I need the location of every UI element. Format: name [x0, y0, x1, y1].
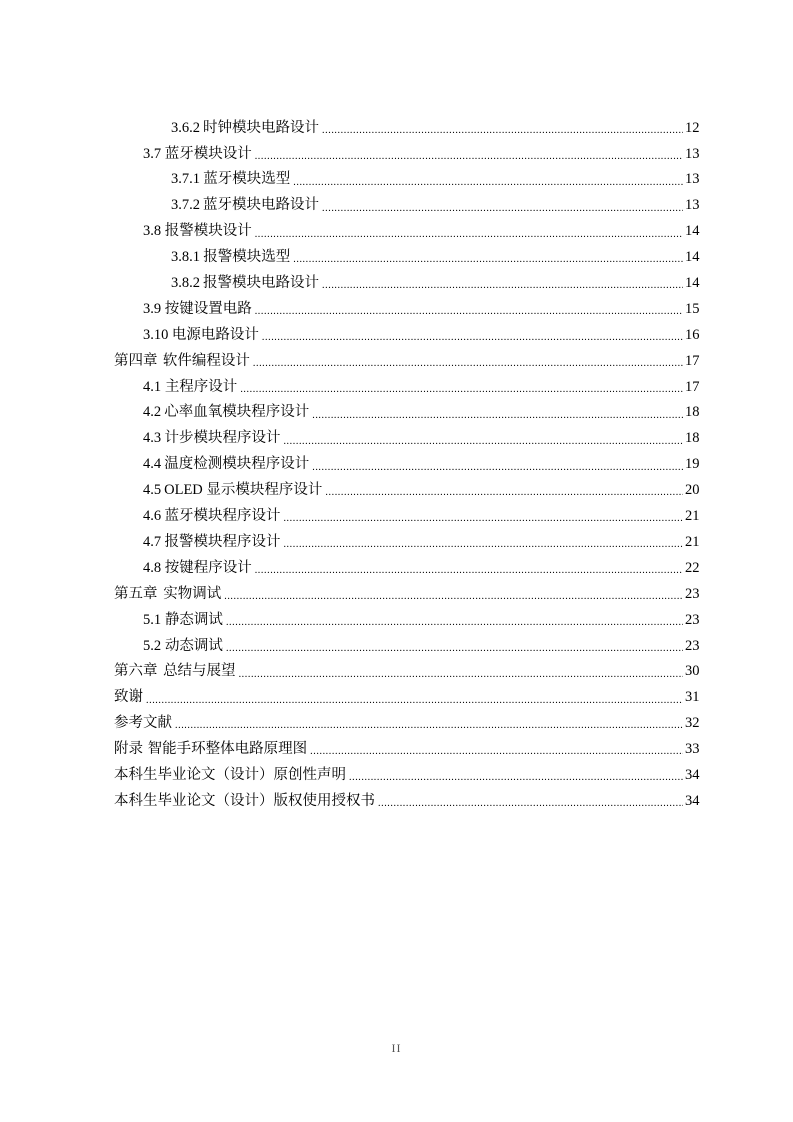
toc-entry-page: 23 — [685, 585, 700, 602]
toc-entry-title: 参考文献 — [114, 715, 172, 732]
toc-entry-number: 3.10 — [143, 326, 169, 343]
toc-entry[interactable] — [0, 296, 793, 322]
toc-entry-number: 3.9 — [143, 300, 162, 317]
toc-entry[interactable] — [0, 555, 793, 581]
toc-entry[interactable] — [0, 685, 793, 711]
toc-entry[interactable] — [0, 607, 793, 633]
toc-entry-page: 23 — [685, 611, 700, 628]
toc-entry-title: 计步模块程序设计 — [164, 430, 281, 447]
toc-dot-leader — [255, 303, 683, 317]
toc-entry-page: 12 — [685, 119, 700, 136]
toc-entry[interactable] — [0, 270, 793, 296]
toc-dot-leader — [310, 743, 683, 757]
toc-entry-title: 蓝牙模块选型 — [203, 171, 291, 188]
toc-entry-number: 3.7.1 — [171, 171, 200, 188]
toc-entry-page: 22 — [685, 559, 700, 576]
toc-entry-title: 蓝牙模块程序设计 — [164, 508, 281, 525]
toc-entry-page: 20 — [685, 482, 700, 499]
toc-entry-number: 4.7 — [143, 533, 162, 550]
toc-dot-leader — [322, 277, 683, 291]
toc-entry-number: 第五章 — [114, 585, 158, 602]
toc-entry[interactable] — [0, 503, 793, 529]
toc-dot-leader — [255, 148, 683, 162]
toc-entry-number: 4.4 — [143, 456, 162, 473]
toc-dot-leader — [239, 666, 683, 680]
toc-entry-number: 第四章 — [114, 352, 158, 369]
toc-entry-title: 报警模块设计 — [164, 223, 252, 240]
toc-dot-leader — [283, 536, 683, 550]
toc-entry[interactable] — [0, 219, 793, 245]
toc-entry-title: 报警模块电路设计 — [203, 275, 320, 292]
toc-entry-page: 30 — [685, 663, 700, 680]
toc-dot-leader — [253, 355, 683, 369]
toc-dot-leader — [293, 174, 683, 188]
toc-entry-page: 13 — [685, 145, 700, 162]
toc-entry[interactable] — [0, 167, 793, 193]
toc-entry-page: 13 — [685, 171, 700, 188]
toc-entry-title: 按键设置电路 — [164, 300, 252, 317]
toc-entry-number: 3.7 — [143, 145, 162, 162]
toc-dot-leader — [325, 484, 683, 498]
toc-entry-number: 第六章 — [114, 663, 158, 680]
toc-entry-number: 附录 — [114, 741, 143, 758]
toc-dot-leader — [322, 122, 683, 136]
toc-entry-number: 3.7.2 — [171, 197, 200, 214]
toc-dot-leader — [224, 588, 683, 602]
toc-entry[interactable] — [0, 633, 793, 659]
toc-entry-number: 4.3 — [143, 430, 162, 447]
toc-dot-leader — [293, 251, 683, 265]
toc-dot-leader — [240, 381, 683, 395]
page-number: II — [391, 1041, 402, 1055]
toc-dot-leader — [312, 459, 683, 473]
toc-dot-leader — [255, 562, 683, 576]
toc-entry-title: 静态调试 — [164, 611, 223, 628]
toc-entry[interactable] — [0, 659, 793, 685]
toc-dot-leader — [378, 795, 683, 809]
toc-entry-number: 5.2 — [143, 637, 162, 654]
toc-entry[interactable] — [0, 762, 793, 788]
toc-entry[interactable] — [0, 141, 793, 167]
toc-dot-leader — [175, 717, 683, 731]
toc-entry-page: 21 — [685, 508, 700, 525]
toc-entry-title: 软件编程设计 — [162, 352, 250, 369]
toc-entry[interactable] — [0, 374, 793, 400]
toc-dot-leader — [226, 640, 683, 654]
toc-entry-page: 14 — [685, 275, 700, 292]
toc-entry-title: 实物调试 — [163, 585, 222, 602]
toc-entry[interactable] — [0, 426, 793, 452]
toc-entry[interactable] — [0, 244, 793, 270]
toc-dot-leader — [146, 692, 683, 706]
toc-dot-leader — [226, 614, 683, 628]
toc-entry[interactable] — [0, 322, 793, 348]
toc-entry-number: 4.1 — [143, 378, 162, 395]
toc-entry-title: 动态调试 — [164, 637, 223, 654]
toc-entry-number: 3.6.2 — [171, 119, 200, 136]
toc-entry-title: 总结与展望 — [163, 663, 236, 680]
toc-entry-title: 温度检测模块程序设计 — [164, 456, 310, 473]
toc-entry-title: 蓝牙模块电路设计 — [203, 197, 320, 214]
toc-entry-title: 心率血氧模块程序设计 — [164, 404, 310, 421]
toc-entry-page: 21 — [685, 533, 700, 550]
toc-entry-title: 智能手环整体电路原理图 — [147, 741, 308, 758]
toc-entry[interactable] — [0, 400, 793, 426]
toc-entry[interactable] — [0, 788, 793, 814]
toc-entry-title: OLED 显示模块程序设计 — [164, 482, 323, 499]
toc-entry[interactable] — [0, 736, 793, 762]
toc-entry-page: 23 — [685, 637, 700, 654]
toc-entry-number: 5.1 — [143, 611, 162, 628]
toc-entry-page: 19 — [685, 456, 700, 473]
toc-entry-page: 14 — [685, 223, 700, 240]
toc-entry-title: 本科生毕业论文（设计）原创性声明 — [114, 766, 346, 783]
toc-entry-page: 34 — [685, 792, 700, 809]
toc-entry-page: 18 — [685, 404, 700, 421]
table-of-contents — [0, 115, 793, 814]
toc-entry-page: 33 — [685, 741, 700, 758]
toc-entry-page: 13 — [685, 197, 700, 214]
toc-entry-page: 15 — [685, 300, 700, 317]
toc-dot-leader — [262, 329, 683, 343]
toc-entry-number: 3.8 — [143, 223, 162, 240]
toc-entry-number: 4.8 — [143, 559, 162, 576]
toc-entry-page: 17 — [685, 352, 700, 369]
toc-entry-page: 31 — [685, 689, 700, 706]
toc-entry[interactable] — [0, 529, 793, 555]
toc-entry-page: 18 — [685, 430, 700, 447]
toc-entry-page: 14 — [685, 249, 700, 266]
toc-entry-title: 时钟模块电路设计 — [203, 119, 320, 136]
toc-entry-page: 34 — [685, 766, 700, 783]
toc-dot-leader — [255, 226, 683, 240]
toc-entry[interactable] — [0, 115, 793, 141]
toc-entry-title: 电源电路设计 — [171, 326, 259, 343]
toc-entry-title: 报警模块程序设计 — [164, 533, 281, 550]
toc-dot-leader — [283, 510, 683, 524]
toc-entry-page: 32 — [685, 715, 700, 732]
toc-entry-number: 3.8.2 — [171, 275, 200, 292]
toc-entry-number: 4.2 — [143, 404, 162, 421]
toc-entry-page: 16 — [685, 326, 700, 343]
toc-dot-leader — [283, 433, 683, 447]
toc-entry-title: 主程序设计 — [164, 378, 238, 395]
toc-entry-title: 致谢 — [114, 689, 143, 706]
toc-entry[interactable] — [0, 348, 793, 374]
toc-entry-title: 蓝牙模块设计 — [164, 145, 252, 162]
toc-entry[interactable] — [0, 477, 793, 503]
toc-entry-title: 报警模块选型 — [203, 249, 291, 266]
toc-entry-title: 本科生毕业论文（设计）版权使用授权书 — [114, 792, 375, 809]
toc-dot-leader — [312, 407, 683, 421]
toc-entry[interactable] — [0, 710, 793, 736]
toc-entry[interactable] — [0, 452, 793, 478]
toc-entry-number: 4.6 — [143, 508, 162, 525]
toc-dot-leader — [349, 769, 683, 783]
toc-entry-number: 4.5 — [143, 482, 162, 499]
toc-entry-page: 17 — [685, 378, 700, 395]
toc-entry-number: 3.8.1 — [171, 249, 200, 266]
toc-dot-leader — [322, 200, 683, 214]
toc-entry-title: 按键程序设计 — [164, 559, 252, 576]
toc-entry[interactable] — [0, 581, 793, 607]
toc-entry[interactable] — [0, 193, 793, 219]
